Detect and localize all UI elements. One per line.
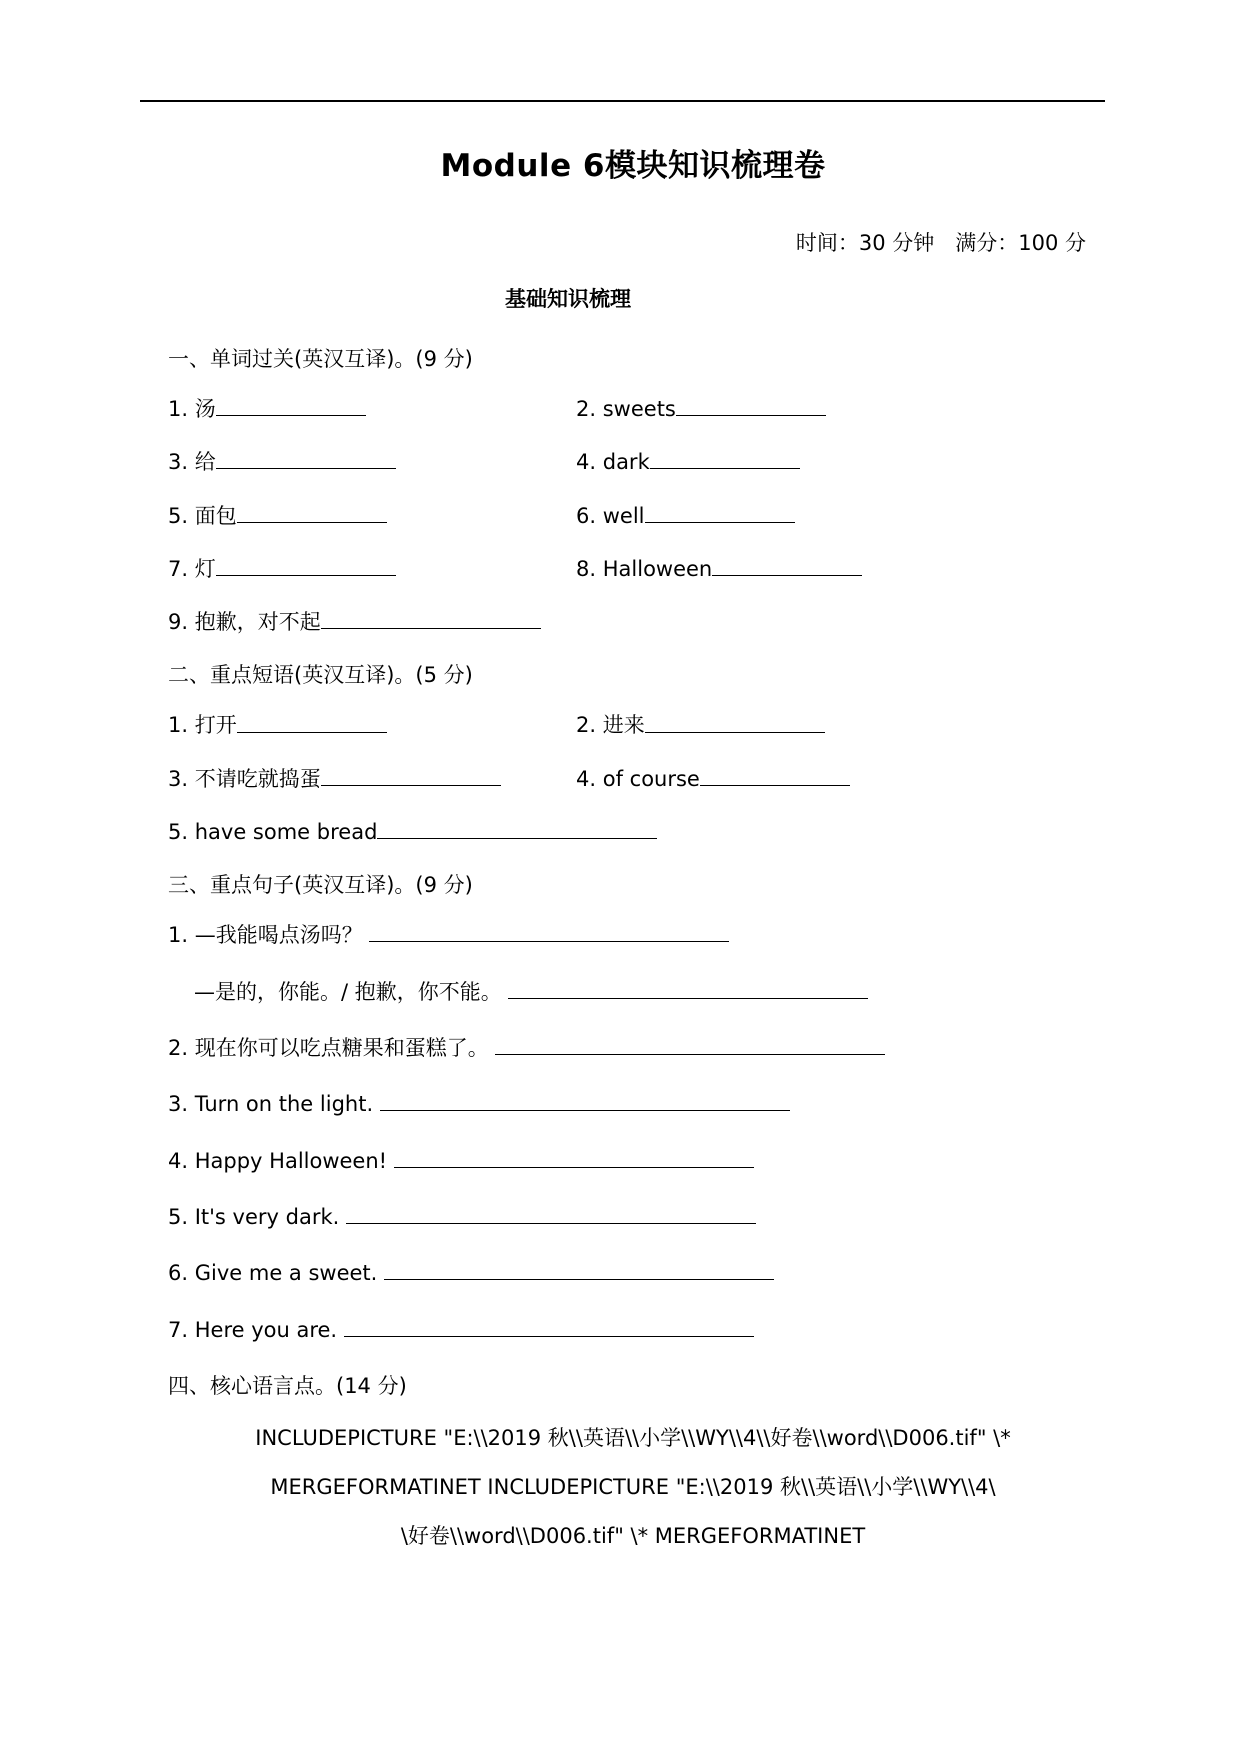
answer-blank[interactable] xyxy=(237,709,387,732)
item-number: 2. xyxy=(576,397,597,422)
item-number: 2. xyxy=(576,713,597,738)
answer-blank[interactable] xyxy=(216,446,396,469)
question-item xyxy=(168,500,576,529)
answer-blank[interactable] xyxy=(216,553,396,576)
question-item xyxy=(168,606,1098,635)
answer-blank[interactable] xyxy=(344,1314,754,1337)
question-item xyxy=(168,1088,1098,1118)
answer-blank[interactable] xyxy=(700,763,850,786)
question-item xyxy=(576,446,1098,475)
header-divider xyxy=(140,100,1105,102)
item-number: 3. xyxy=(168,450,189,475)
answer-blank[interactable] xyxy=(321,763,501,786)
include-picture-field-line-1: INCLUDEPICTURE "E:\\2019 秋\\英语\\小学\\WY\\4\\好卷\\word\\D006.tif" \* xyxy=(255,1426,1011,1451)
item-text: —我能喝点汤吗？ xyxy=(194,923,363,948)
answer-blank[interactable] xyxy=(645,709,825,732)
question-item xyxy=(576,393,1098,422)
item-text: It's very dark. xyxy=(194,1205,340,1230)
answer-blank[interactable] xyxy=(237,500,387,523)
item-number: 5. xyxy=(168,1205,189,1230)
question-item xyxy=(168,976,1098,1006)
item-number: 6. xyxy=(576,503,597,528)
answer-blank[interactable] xyxy=(369,919,729,942)
item-text: 汤 xyxy=(194,397,216,422)
item-number: 7. xyxy=(168,556,189,581)
part-1-row-3 xyxy=(168,500,1098,529)
page-title: Module 6模块知识梳理卷 xyxy=(440,148,826,184)
part-2-row-2 xyxy=(168,763,1098,792)
item-text: —是的，你能。/ 抱歉，你不能。 xyxy=(194,979,502,1004)
exam-meta: 时间：30 分钟 满分：100 分 xyxy=(795,231,1086,255)
include-picture-field-line-2: MERGEFORMATINET INCLUDEPICTURE "E:\\2019 秋\\英语\\小学\\WY\\4\ xyxy=(270,1474,996,1499)
item-text: sweets xyxy=(602,397,676,422)
item-text: Happy Halloween! xyxy=(194,1148,388,1173)
part-1-title: 一、单词过关(英汉互译)。(9 分) xyxy=(168,347,473,371)
part-4-title: 四、核心语言点。(14 分) xyxy=(168,1374,407,1399)
question-item xyxy=(168,1314,1098,1344)
section-heading: 基础知识梳理 xyxy=(505,287,631,311)
item-text: have some bread xyxy=(194,820,378,845)
question-item xyxy=(168,919,1098,949)
item-number: 3. xyxy=(168,1092,189,1117)
question-item xyxy=(576,553,1098,582)
answer-blank[interactable] xyxy=(377,816,657,839)
question-item xyxy=(168,763,576,792)
answer-blank[interactable] xyxy=(712,553,862,576)
item-text: 灯 xyxy=(194,556,216,581)
item-text: 进来 xyxy=(602,713,645,738)
item-number: 2. xyxy=(168,1036,189,1061)
item-text: 面包 xyxy=(194,503,237,528)
part-3-title: 三、重点句子(英汉互译)。(9 分) xyxy=(168,873,473,898)
question-item xyxy=(168,1032,1098,1062)
item-text: Turn on the light. xyxy=(194,1092,374,1117)
question-item xyxy=(168,1201,1098,1231)
item-text: Here you are. xyxy=(194,1317,338,1342)
part-1-row-1 xyxy=(168,393,1098,422)
item-number: 5. xyxy=(168,503,189,528)
item-text: 现在你可以吃点糖果和蛋糕了。 xyxy=(194,1036,489,1061)
item-text: dark xyxy=(602,450,650,475)
item-number: 1. xyxy=(168,397,189,422)
item-number: 1. xyxy=(168,923,189,948)
question-item xyxy=(168,553,576,582)
answer-blank[interactable] xyxy=(508,976,868,999)
item-number: 3. xyxy=(168,766,189,791)
question-item xyxy=(168,1257,1098,1287)
question-item xyxy=(576,763,1098,792)
item-text: 给 xyxy=(194,450,216,475)
item-text: Halloween xyxy=(602,556,713,581)
item-number: 4. xyxy=(576,766,597,791)
answer-blank[interactable] xyxy=(676,393,826,416)
question-item xyxy=(168,446,576,475)
part-1-row-4 xyxy=(168,553,1098,582)
item-text: Give me a sweet. xyxy=(194,1261,378,1286)
answer-blank[interactable] xyxy=(346,1201,756,1224)
item-text: well xyxy=(602,503,645,528)
question-item xyxy=(576,500,1098,529)
item-text: 抱歉，对不起 xyxy=(194,610,321,635)
question-item xyxy=(576,709,1098,738)
item-text: of course xyxy=(602,766,700,791)
item-text: 打开 xyxy=(194,713,237,738)
item-number: 6. xyxy=(168,1261,189,1286)
part-2-title: 二、重点短语(英汉互译)。(5 分) xyxy=(168,663,473,688)
answer-blank[interactable] xyxy=(495,1032,885,1055)
question-item xyxy=(168,393,576,422)
answer-blank[interactable] xyxy=(645,500,795,523)
item-text: 不请吃就捣蛋 xyxy=(194,766,321,791)
item-number: 9. xyxy=(168,610,189,635)
item-number: 4. xyxy=(168,1148,189,1173)
answer-blank[interactable] xyxy=(394,1145,754,1168)
answer-blank[interactable] xyxy=(216,393,366,416)
question-item xyxy=(168,709,576,738)
part-1-row-2 xyxy=(168,446,1098,475)
answer-blank[interactable] xyxy=(650,446,800,469)
part-2-row-1 xyxy=(168,709,1098,738)
answer-blank[interactable] xyxy=(321,606,541,629)
item-number: 8. xyxy=(576,556,597,581)
include-picture-field-line-3: \好卷\\word\\D006.tif" \* MERGEFORMATINET xyxy=(400,1523,866,1548)
answer-blank[interactable] xyxy=(380,1088,790,1111)
item-number: 7. xyxy=(168,1317,189,1342)
document-content xyxy=(168,140,1098,1554)
item-number: 1. xyxy=(168,713,189,738)
item-number: 4. xyxy=(576,450,597,475)
answer-blank[interactable] xyxy=(384,1257,774,1280)
item-number: 5. xyxy=(168,820,189,845)
question-item xyxy=(168,1145,1098,1175)
question-item xyxy=(168,816,1098,845)
